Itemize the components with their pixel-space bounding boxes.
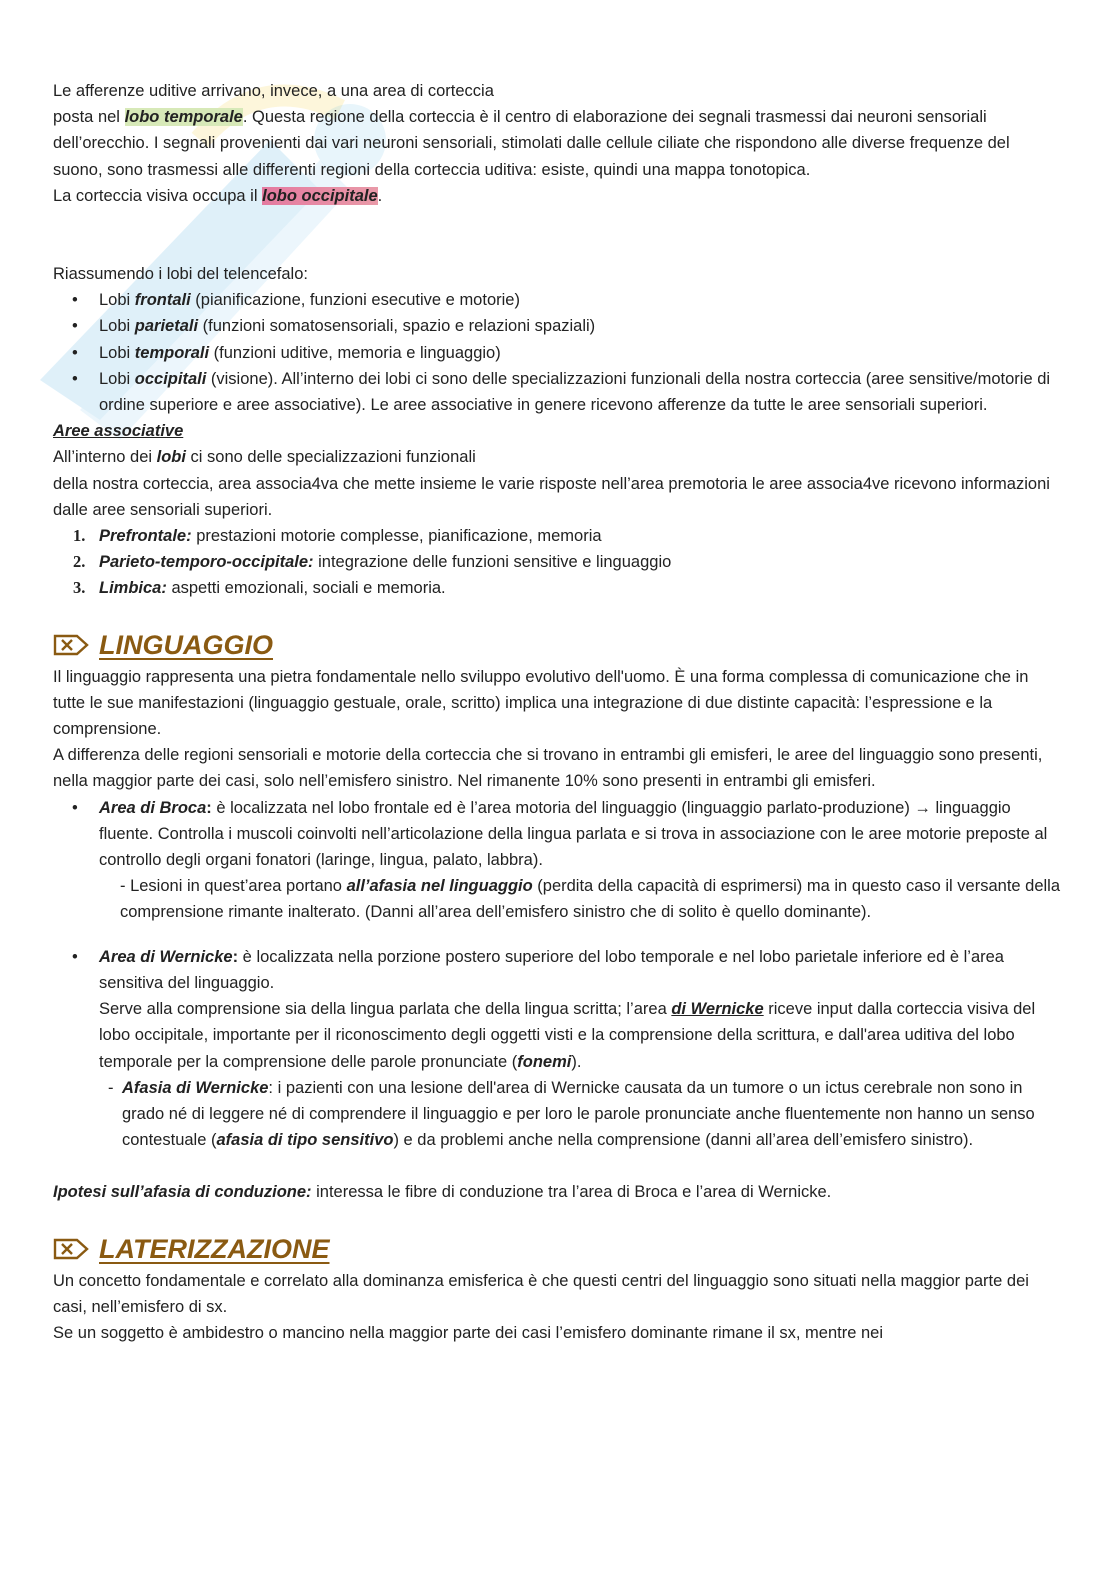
- areas-list-2: [53, 944, 1063, 1075]
- intro-visual-line: La corteccia visiva occupa il lobo occipitale.: [53, 186, 383, 205]
- list-item: • Lobi temporali (funzioni uditive, memoria e linguaggio): [53, 340, 1063, 366]
- section-title-laterizzazione: LATERIZZAZIONE: [53, 1230, 1063, 1268]
- term-lobo-occipitale: lobo occipitale: [262, 186, 378, 205]
- linguaggio-p2: A differenza delle regioni sensoriali e motorie della corteccia che si trovano in entrambi gli emisferi, le aree del linguaggio sono presenti, nella maggior parte dei casi, solo nell’emisfero sinistro. Nel rimanente 10% sono presenti in entrambi gli emisferi.: [53, 746, 1043, 791]
- tag-arrow-icon: [53, 1238, 89, 1260]
- term-lobo-temporale: lobo temporale: [124, 108, 243, 127]
- section-title-linguaggio: LINGUAGGIO: [53, 626, 1063, 664]
- areas-list: [53, 795, 1063, 874]
- list-item: • Lobi occipitali (visione). All’interno dei lobi ci sono delle specializzazioni funzionali della nostra corteccia (aree sensitive/motorie di ordine superiore e aree associative). Le aree associative in genere ricevono afferenze da tutte le aree sensoriali superiori.: [53, 366, 1063, 418]
- lateral-p2: Se un soggetto è ambidestro o mancino nella maggior parte dei casi l’emisfero dominante rimane il sx, mentre nei: [53, 1323, 884, 1342]
- list-item: 3. Limbica: aspetti emozionali, sociali e memoria.: [73, 578, 446, 598]
- lobes-list: [53, 287, 1063, 418]
- associative-list: [53, 523, 1063, 602]
- list-item: • Lobi parietali (funzioni somatosensoriali, spazio e relazioni spaziali): [53, 313, 1063, 339]
- wernicke-aphasia-note: - Afasia di Wernicke: i pazienti con una lesione dell'area di Wernicke causata da un tumore o un ictus cerebrale non sono in grado né di leggere né di comprendere il linguaggio e per loro le parole pronunciate anche fluentemente non hanno un senso contestuale (afasia di tipo sensitivo) e da problemi anche nella comprensione (danni all’area dell’emisfero sinistro).: [108, 1078, 1035, 1150]
- lateral-p1: Un concetto fondamentale e correlato alla dominanza emisferica è che questi centri del linguaggio sono situati nella maggior parte dei casi, nell’emisfero di sx.: [53, 1271, 1029, 1316]
- associative-p1: All’interno dei lobi ci sono delle specializzazioni funzionali: [53, 448, 476, 467]
- linguaggio-p1: Il linguaggio rappresenta una pietra fondamentale nello sviluppo evolutivo dell'uomo. È una forma complessa di comunicazione che in tutte le sue manifestazioni (linguaggio gestuale, orale, scritto) implica una integrazione di due distinte capacità: l’espressione e la comprensione.: [53, 667, 1029, 739]
- associative-title: Aree associative: [53, 422, 184, 441]
- list-item: 2. Parieto-temporo-occipitale: integrazione delle funzioni sensitive e linguaggio: [73, 552, 672, 572]
- associative-p2: della nostra corteccia, area associa4va che mette insieme le varie risposte nell’area premotoria le aree associa4ve ricevono informazioni dalle aree sensoriali superiori.: [53, 474, 1050, 519]
- intro-paragraph: posta nel lobo temporale. Questa regione della corteccia è il centro di elaborazione dei segnali trasmessi dai neuroni sensoriali dell’orecchio. I segnali provenienti dai vari neuroni sensoriali, stimolati dalle cellule ciliate che rispondono alle diverse frequenze del suono, sono trasmessi alle differenti regioni della corteccia uditiva: esiste, quindi una mappa tonotopica.: [53, 108, 1010, 179]
- broca-lesion-note: - Lesioni in quest’area portano all’afasia nel linguaggio (perdita della capacità di esprimersi) ma in questo caso il versante della comprensione rimante inalterato. (Danni all’area dell’emisfero sinistro che di solito è quello dominante).: [120, 877, 1061, 922]
- list-item: • Lobi frontali (pianificazione, funzioni esecutive e motorie): [53, 287, 1063, 313]
- tag-arrow-icon: [53, 634, 89, 656]
- list-item-broca: • Area di Broca: è localizzata nel lobo frontale ed è l’area motoria del linguaggio (linguaggio parlato-produzione) → linguaggio fluente. Controlla i muscoli coinvolti nell’articolazione della lingua parlata e si trova in associazione con le aree motorie preposte al controllo degli organi fonatori (laringe, lingua, palato, labbra).: [53, 795, 1063, 874]
- intro-line-1: Le afferenze uditive arrivano, invece, a una area di corteccia: [53, 82, 494, 100]
- summary-heading: Riassumendo i lobi del telencefalo:: [53, 265, 308, 284]
- list-item: 1. Prefrontale: prestazioni motorie complesse, pianificazione, memoria: [73, 526, 602, 546]
- list-item-wernicke: • Area di Wernicke: è localizzata nella porzione postero superiore del lobo temporale e nel lobo parietale inferiore ed è l’area sensitiva del linguaggio. Serve alla comprensione sia della lingua parlata che della lingua scritta; l’area di Wernicke riceve input dalla corteccia visiva del lobo occipitale, importante per il riconoscimento degli oggetti visti e la comprensione della scrittura, e dall'area uditiva del lobo temporale per la comprensione delle parole pronunciate (fonemi).: [53, 944, 1063, 1075]
- document-page: [53, 78, 1063, 1346]
- conduction-aphasia: Ipotesi sull’afasia di conduzione: interessa le fibre di conduzione tra l’area di Broca e l’area di Wernicke.: [53, 1183, 832, 1202]
